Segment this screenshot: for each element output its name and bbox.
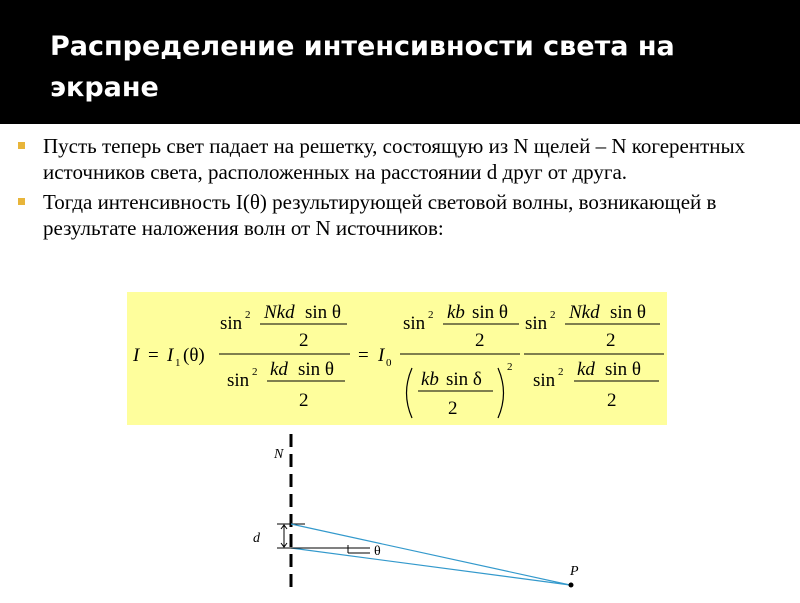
den1-sin: sin [227,370,250,391]
formula-eq-2: = [358,345,369,366]
title-bar [0,0,800,124]
den2-two: 2 [448,398,458,419]
grating-diagram [240,428,600,603]
formula-eq-1: = [148,345,159,366]
den3-two: 2 [607,390,617,411]
label-N: N [274,447,284,462]
intensity-formula [127,292,667,425]
bullet-marker [18,142,25,149]
den1-two: 2 [299,390,309,411]
num1-two: 2 [299,330,309,351]
point-P [569,583,574,588]
num1-Nkd: Nkd [264,302,295,323]
formula-svg [127,292,667,425]
den3-power: 2 [558,366,564,378]
num1-sin-theta: sin θ [305,302,342,323]
num3-sin: sin [525,313,548,334]
num2-two: 2 [475,330,485,351]
left-paren [407,368,413,418]
grating-diagram-svg [240,428,600,598]
num3-Nkd: Nkd [569,302,600,323]
bullet-marker [18,198,25,205]
formula-I: I [133,345,140,366]
den1-kd: kd [270,359,288,380]
slide-title: Распределение интенсивности света на экране [50,31,675,103]
den1-sin-theta: sin θ [298,359,335,380]
num2-sin-theta: sin θ [472,302,509,323]
num3-power: 2 [550,309,556,321]
formula-I0: I [378,345,385,366]
label-P: P [570,564,579,579]
label-d: d [253,531,260,546]
formula-I1: I [167,345,174,366]
den2-kb: kb [421,369,439,390]
num1-sin: sin [220,313,243,334]
formula-sub-1: 1 [175,357,181,369]
num2-power: 2 [428,309,434,321]
den3-sin: sin [533,370,556,391]
bullet-item-2 [14,189,794,241]
num3-two: 2 [606,330,616,351]
bullet-item-1 [14,133,794,185]
num1-power: 2 [245,309,251,321]
ray-upper [291,524,570,585]
right-paren [498,368,504,418]
ray-lower [291,548,570,585]
den2-power: 2 [507,361,513,373]
num2-kb: kb [447,302,465,323]
label-theta: θ [374,544,381,559]
num2-sin: sin [403,313,426,334]
den3-kd: kd [577,359,595,380]
den2-sin-delta: sin δ [446,369,482,390]
num3-sin-theta: sin θ [610,302,647,323]
formula-sub-0: 0 [386,357,392,369]
bullet-text-1: Пусть теперь свет падает на решетку, состоящую из N щелей – N когерентных источников света, расположенных на расстоянии d друг от друга. [43,134,746,184]
den1-power: 2 [252,366,258,378]
formula-theta-arg: (θ) [183,345,205,366]
den3-sin-theta: sin θ [605,359,642,380]
slide-content [14,133,794,245]
bullet-text-2: Тогда интенсивность I(θ) результирующей световой волны, возникающей в результате наложения волн от N источников: [43,190,717,240]
